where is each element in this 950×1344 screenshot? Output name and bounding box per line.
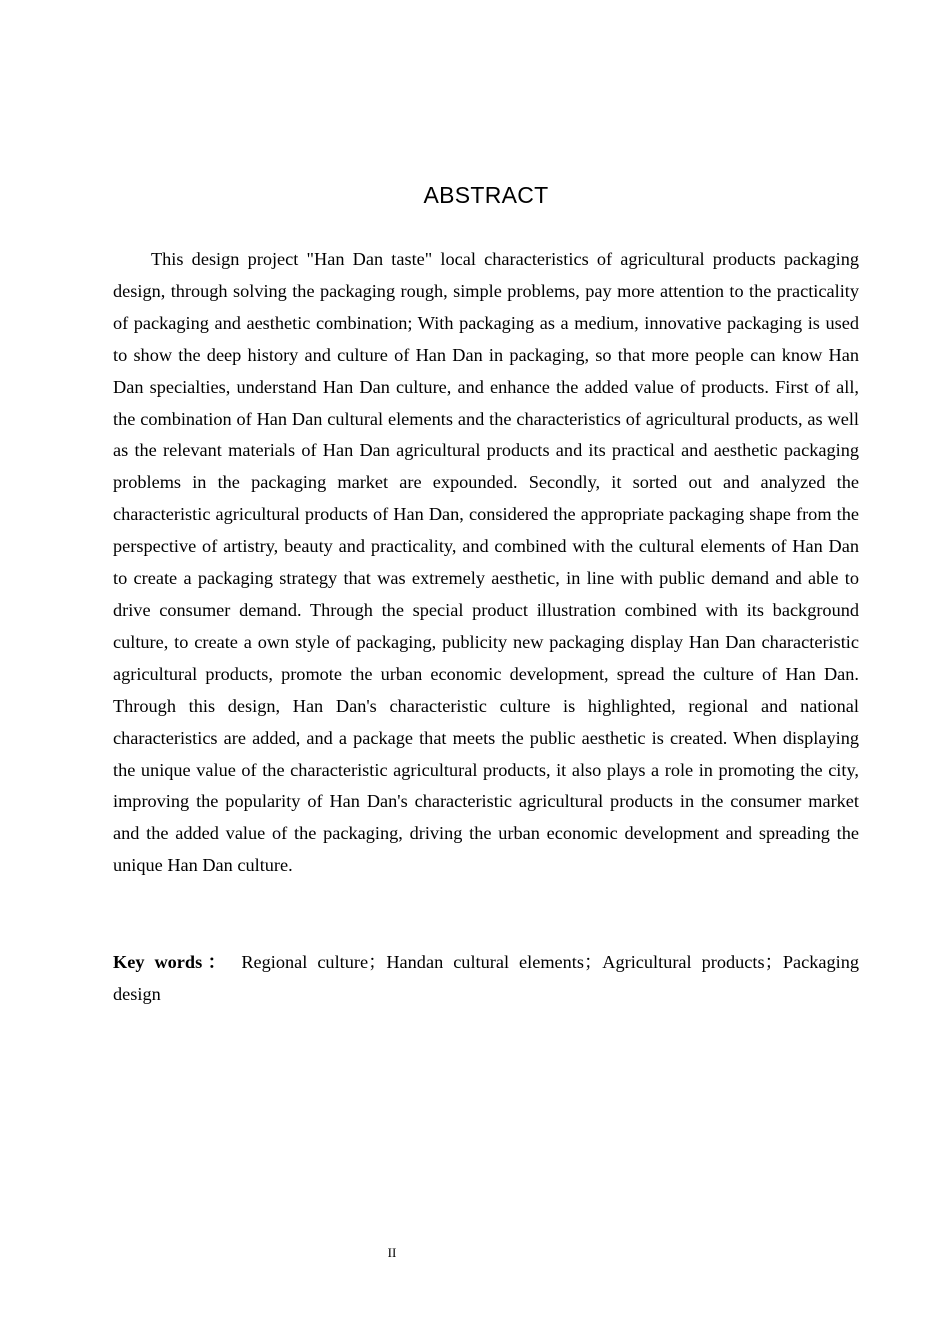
page-number: II [387,1245,397,1260]
abstract-title: ABSTRACT [423,182,549,208]
abstract-body: This design project "Han Dan taste" local characteristics of agricultural products packaging design, through solving the packaging rough, simple problems, pay more attention to the practicality of packaging and aesthetic combination; With packaging as a medium, innovative packaging is used to show the deep history and culture of Han Dan in packaging, so that more people can know Han Dan specialties, understand Han Dan culture, and enhance the added value of products. First of all, the combination of Han Dan cultural elements and the characteristics of agricultural products, as well as the relevant materials of Han Dan agricultural products and its practical and aesthetic packaging problems in the packaging market are expounded. Secondly, it sorted out and analyzed the characteristic agricultural products of Han Dan, considered the appropriate packaging shape from the perspective of artistry, beauty and practicality, and combined with the cultural elements of Han Dan to create a packaging strategy that was extremely aesthetic, in line with public demand and able to drive consumer demand. Through the special product illustration combined with its background culture, to create a own style of packaging, publicity new packaging display Han Dan characteristic agricultural products, promote the urban economic development, spread the culture of Han Dan. Through this design, Han Dan's characteristic culture is highlighted, regional and national characteristics are added, and a package that meets the public aesthetic is created. When displaying the unique value of the characteristic agricultural products, it also plays a role in promoting the city, improving the popularity of Han Dan's characteristic agricultural products in the consumer market and the added value of the packaging, driving the urban economic development and spreading the unique Han Dan culture. [113,249,859,876]
keywords-label: Key words： [113,952,232,972]
keywords-line [113,947,859,1010]
keywords-list: Regional culture；Handan cultural elements；Agricultural products；Packaging design [113,952,859,1004]
